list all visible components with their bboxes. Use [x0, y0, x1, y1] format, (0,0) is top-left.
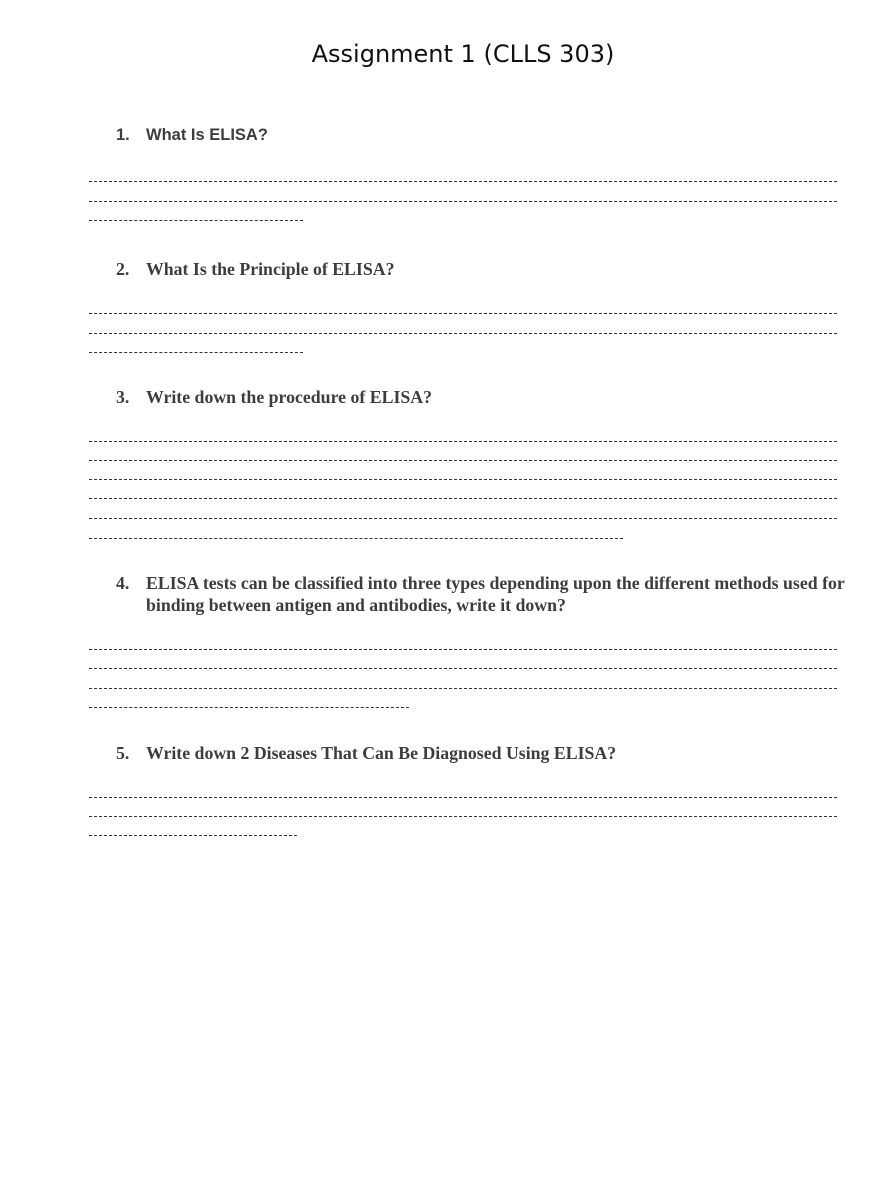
answer-line	[89, 498, 837, 499]
question-number: 5.	[116, 743, 130, 763]
answer-line	[89, 668, 837, 669]
answer-line	[89, 688, 837, 689]
answer-line	[89, 460, 837, 461]
answer-line	[89, 797, 837, 798]
question-number: 2.	[116, 259, 130, 279]
answer-line	[89, 538, 623, 539]
answer-line	[89, 352, 303, 353]
answer-line	[89, 313, 837, 314]
answer-line	[89, 518, 837, 519]
question-text: What Is the Principle of ELISA?	[146, 259, 395, 279]
answer-line	[89, 707, 409, 708]
question-number: 3.	[116, 387, 130, 407]
answer-line	[89, 181, 837, 182]
answer-line	[89, 220, 303, 221]
question-number: 1.	[116, 126, 130, 144]
question-5	[116, 742, 846, 764]
answer-line	[89, 441, 837, 442]
answer-line	[89, 479, 837, 480]
question-text: What Is ELISA?	[146, 126, 268, 144]
question-number: 4.	[116, 573, 130, 593]
answer-line	[89, 201, 837, 202]
question-1	[116, 124, 846, 146]
page-title: Assignment 1 (CLLS 303)	[311, 40, 615, 68]
question-4	[116, 572, 846, 616]
answer-line	[89, 333, 837, 334]
answer-line	[89, 649, 837, 650]
question-text: ELISA tests can be classified into three types depending upon the different methods used for binding between antigen and antibodies, write it down?	[146, 573, 845, 615]
question-3	[116, 386, 846, 408]
question-text: Write down the procedure of ELISA?	[146, 387, 432, 407]
question-2	[116, 258, 846, 280]
answer-line	[89, 816, 837, 817]
question-text: Write down 2 Diseases That Can Be Diagnosed Using ELISA?	[146, 743, 617, 763]
answer-line	[89, 835, 297, 836]
